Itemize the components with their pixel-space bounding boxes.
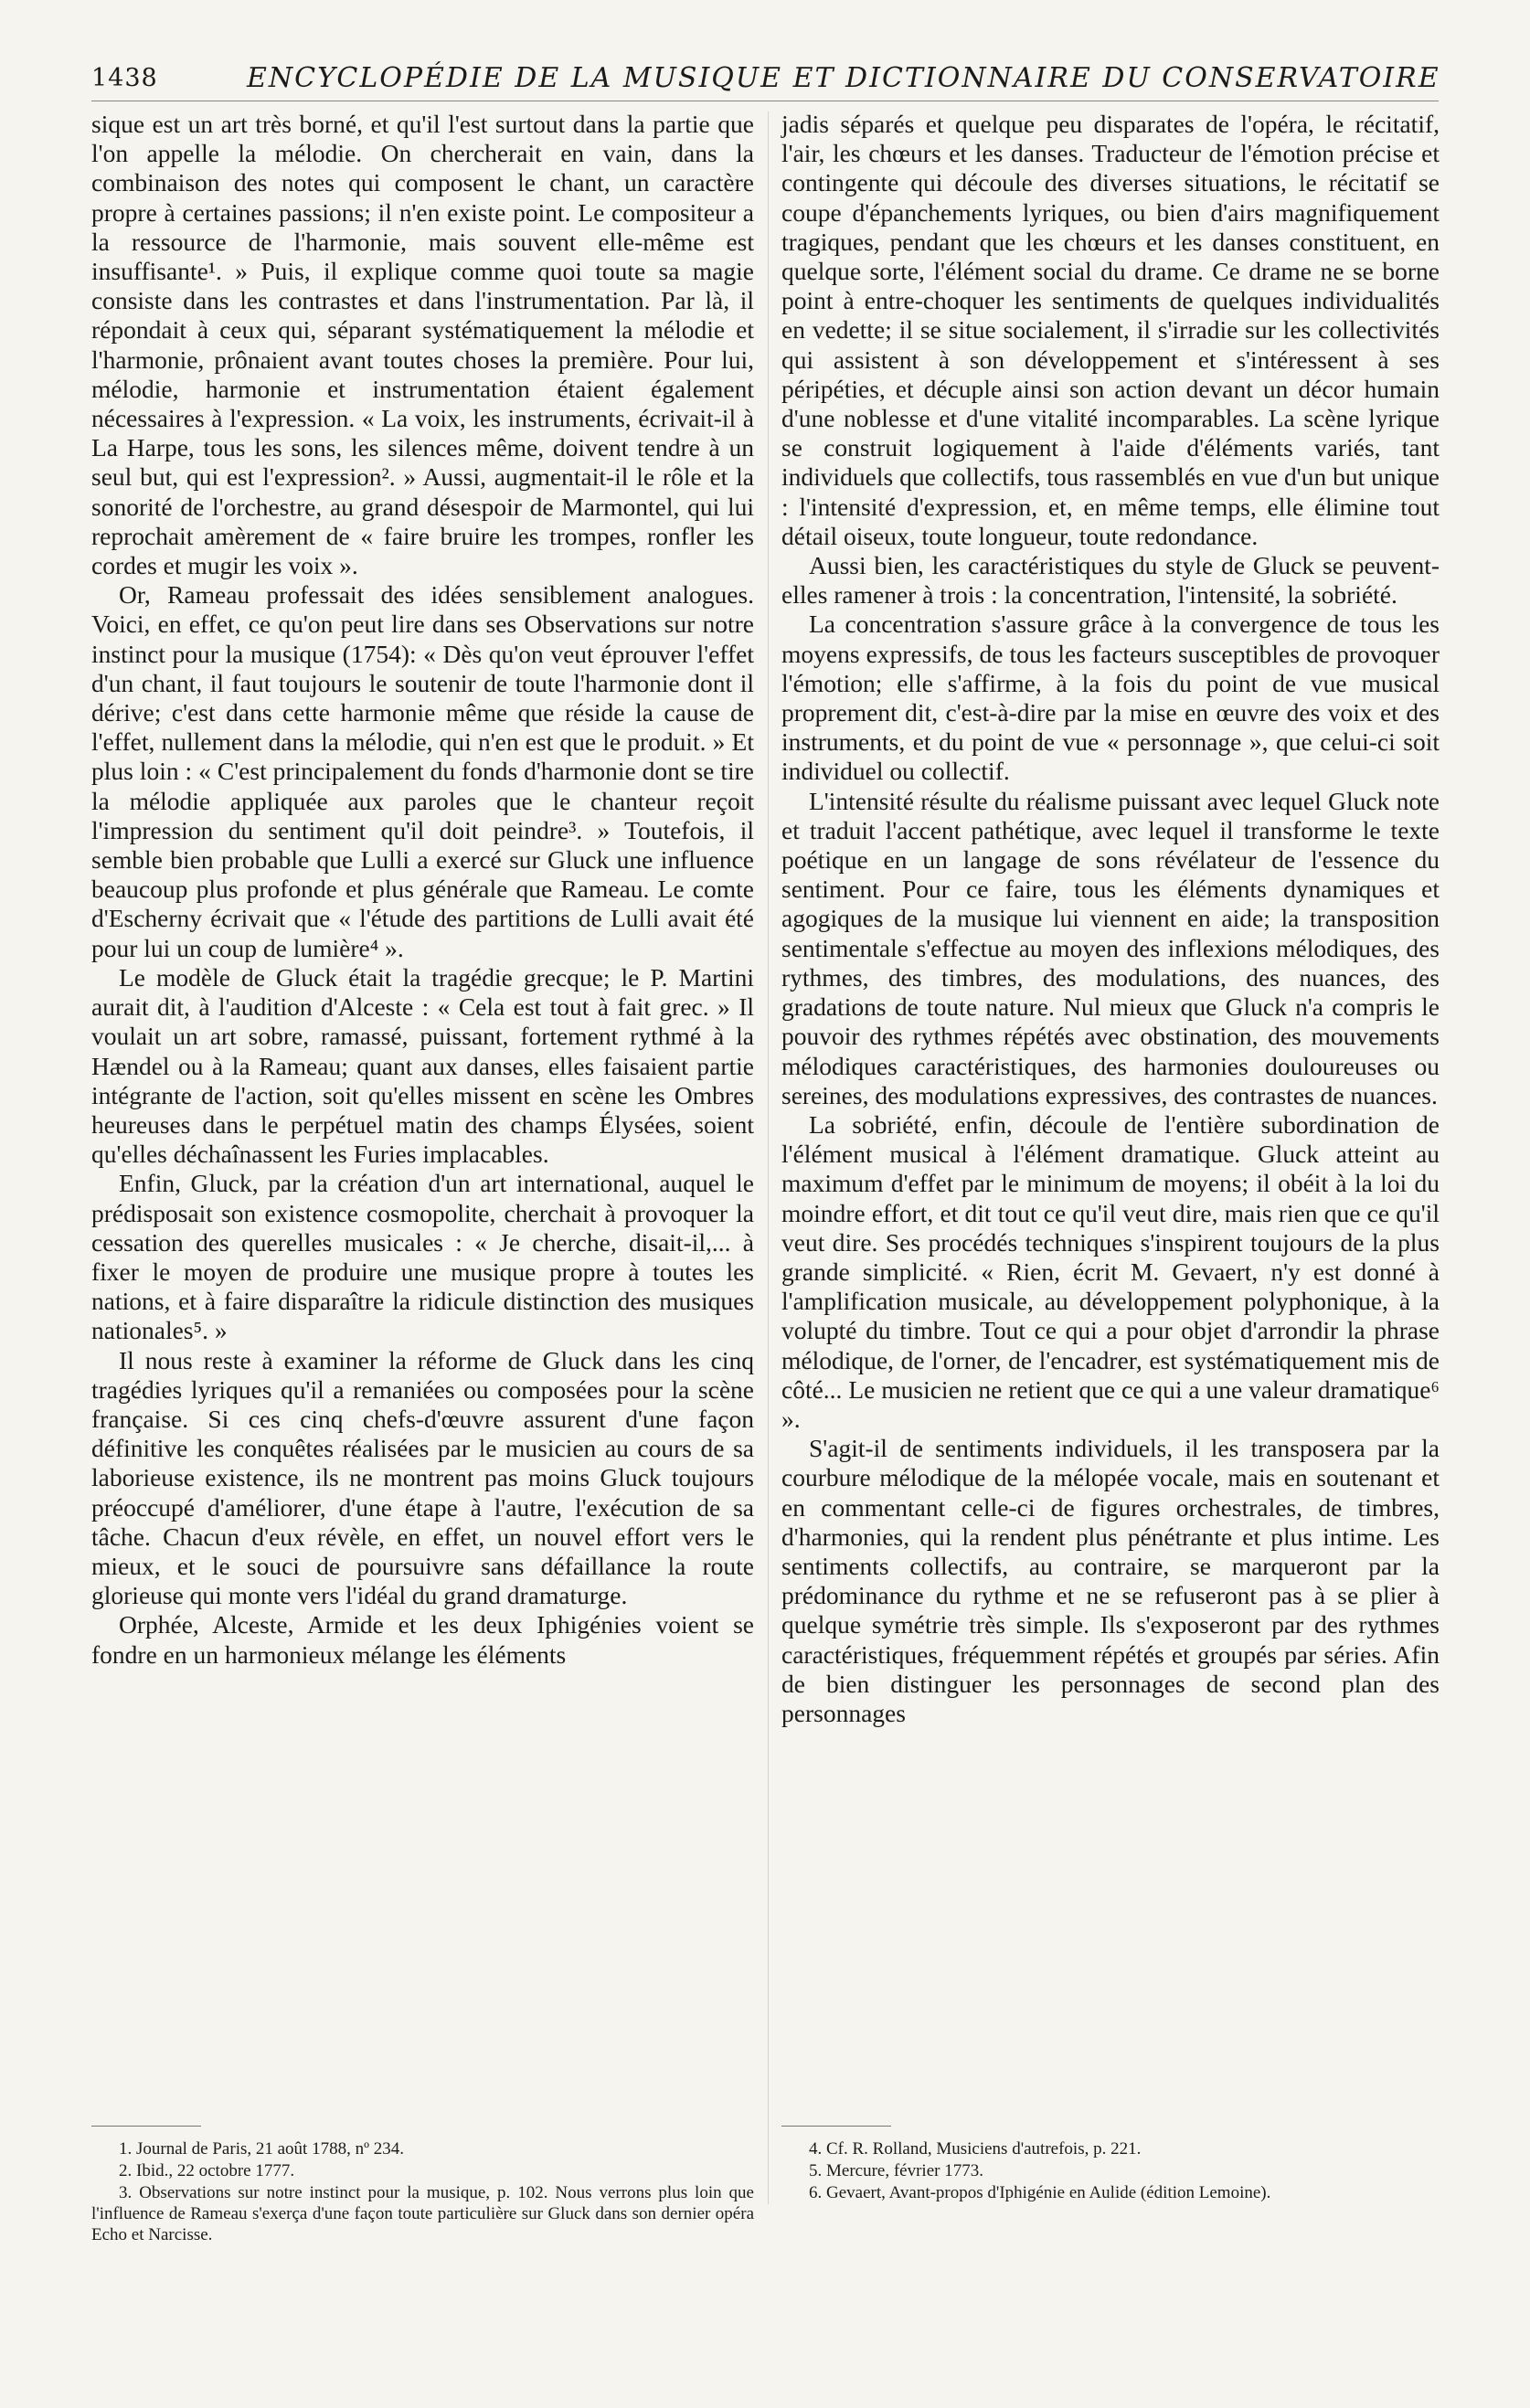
footnote-4: 4. Cf. R. Rolland, Musiciens d'autrefois, p. 221. (809, 2139, 1142, 2159)
right-paragraph-1: jadis séparés et quelque peu disparates de l'opéra, le récitatif, l'air, les chœurs et les danses. Traducteur de l'émotion précise et contingente qui découle des diverses situations, le récitatif se coupe d'épanchements lyriques, ou bien d'airs magnifiquement tragiques, pendant que les chœurs et les danses constituent, en quelque sorte, l'élément social du drame. Ce drame ne se borne point à entre-choquer les sentiments de quelques individualités en vedette; il se situe socialement, il s'irradie sur les collectivités qui assistent à son développement et s'intéressent à ses péripéties, et décuple ainsi son action devant un décor humain d'une noblesse et d'une vitalité incomparables. La scène lyrique se construit logiquement à l'aide d'éléments variés, tant individuels que collectifs, tous rassemblés en vue d'un but unique : l'intensité d'expression, et, en même temps, elle élimine tout détail oiseux, toute longueur, toute redondance. (781, 110, 1440, 550)
left-footnote-rule (91, 2126, 201, 2127)
right-paragraph-4: L'intensité résulte du réalisme puissant avec lequel Gluck note et traduit l'accent pathétique, avec lequel il transforme le texte poétique en un langage de sons révélateur de l'essence du sentiment. Pour ce faire, tous les éléments dynamiques et agogiques de la musique lui viennent en aide; la transposition sentimentale s'effectue au moyen des inflexions mélodiques, des rythmes, des timbres, des modulations, des nuances, des gradations de toute nature. Nul mieux que Gluck n'a compris le pouvoir des rythmes répétés avec obstination, des mouvements mélodiques caractéristiques, des harmonies douloureuses ou sereines, des modulations expressives, des contrastes de nuances. (781, 786, 1440, 1109)
right-footnote-rule (781, 2126, 891, 2127)
left-paragraph-6: Orphée, Alceste, Armide et les deux Iphigénies voient se fondre en un harmonieux mélange les éléments (91, 1610, 754, 1669)
page-number: 1438 (91, 64, 158, 92)
footnote-1: 1. Journal de Paris, 21 août 1788, nº 234. (119, 2139, 404, 2159)
right-paragraph-5: La sobriété, enfin, découle de l'entière subordination de l'élément musical à l'élément dramatique. Gluck atteint au maximum d'effet par le minimum de moyens; il obéit à la loi du moindre effort, et dit tout ce qu'il veut dire, mais rien que ce qu'il veut dire. Ses procédés techniques s'inspirent toujours de la plus grande simplicité. « Rien, écrit M. Gevaert, n'y est donné à l'amplification musicale, au développement polyphonique, à la volupté du timbre. Tout ce qui a pour objet d'arrondir la phrase mélodique, de l'orner, de l'encadrer, est systématiquement mis de côté... Le musicien ne retient que ce qui a une valeur dramatique⁶ ». (781, 1109, 1440, 1433)
left-paragraph-2: Or, Rameau professait des idées sensiblement analogues. Voici, en effet, ce qu'on peut lire dans ses Observations sur notre instinct pour la musique (1754): « Dès qu'on veut éprouver l'effet d'un chant, il faut toujours le soutenir de toute l'harmonie dont il dérive; c'est dans cette harmonie même que réside la cause de l'effet, nullement dans la mélodie, qui n'en est que le produit. » Et plus loin : « C'est principalement du fonds d'harmonie dont se tire la mélodie appliquée aux paroles que le chanteur reçoit l'impression du sentiment qu'il doit peindre³. » Toutefois, il semble bien probable que Lulli a exercé sur Gluck une influence beaucoup plus profonde et plus générale que Rameau. Le comte d'Escherny écrivait que « l'étude des partitions de Lulli avait été pour lui un coup de lumière⁴ ». (91, 580, 754, 962)
right-footnotes (781, 2138, 1440, 2204)
left-paragraph-4: Enfin, Gluck, par la création d'un art international, auquel le prédisposait son existence cosmopolite, cherchait à provoquer la cessation des querelles musicales : « Je cherche, disait-il,... à fixer le moyen de produire une musique propre à toutes les nations, et à faire disparaître la ridicule distinction des musiques nationales⁵. » (91, 1169, 754, 1345)
left-paragraph-3: Le modèle de Gluck était la tragédie grecque; le P. Martini aurait dit, à l'audition d'Alceste : « Cela est tout à fait grec. » Il voulait un art sobre, ramassé, puissant, fortement rythmé à la Hændel ou à la Rameau; quant aux danses, elles faisaient partie intégrante de l'action, soit qu'elles missent en scène les Ombres heureuses dans le perpétuel matin des champs Élysées, soient qu'elles déchaînassent les Furies implacables. (91, 962, 754, 1169)
footnote-5: 5. Mercure, février 1773. (809, 2161, 983, 2180)
left-footnotes (91, 2138, 754, 2246)
footnote-2: 2. Ibid., 22 octobre 1777. (119, 2161, 295, 2180)
left-column (91, 110, 754, 1670)
right-paragraph-2: Aussi bien, les caractéristiques du style de Gluck se peuvent-elles ramener à trois : la concentration, l'intensité, la sobriété. (781, 551, 1440, 610)
left-paragraph-1: sique est un art très borné, et qu'il l'est surtout dans la partie que l'on appelle la mélodie. On chercherait en vain, dans la combinaison des notes qui composent le chant, un caractère propre à certaines passions; il n'en existe point. Le compositeur a la ressource de l'harmonie, mais souvent elle-même est insuffisante¹. » Puis, il explique comme quoi toute sa magie consiste dans les contrastes et dans l'instrumentation. Par là, il répondait à ceux qui, séparant systématiquement la mélodie et l'harmonie, prônaient avant toutes choses la première. Pour lui, mélodie, harmonie et instrumentation étaient également nécessaires à l'expression. « La voix, les instruments, écrivait-il à La Harpe, tous les sons, les silences même, doivent tendre à un seul but, qui est l'expression². » Aussi, augmentait-il le rôle et la sonorité de l'orchestre, au grand désespoir de Marmontel, qui lui reprochait amèrement de « faire bruire les trompes, ronfler les cordes et mugir les voix ». (91, 110, 754, 580)
column-gutter (768, 111, 769, 2204)
right-paragraph-6: S'agit-il de sentiments individuels, il les transposera par la courbure mélodique de la mélopée vocale, mais en soutenant et en commentant celle-ci de figures orchestrales, de timbres, d'harmonies, qui la rendent plus pénétrante et plus intime. Les sentiments collectifs, au contraire, se marqueront par la prédominance du rythme et ne se refuseront pas à se plier à quelque symétrie très simple. Ils s'exposeront par des rythmes caractéristiques, fréquemment répétés et groupés par séries. Afin de bien distinguer les personnages de second plan des personnages (781, 1434, 1440, 1727)
page-header (91, 60, 1462, 97)
running-title: ENCYCLOPÉDIE DE LA MUSIQUE ET DICTIONNAIRE DU CONSERVATOIRE (247, 62, 1440, 94)
footnote-6: 6. Gevaert, Avant-propos d'Iphigénie en Aulide (édition Lemoine). (809, 2183, 1271, 2202)
footnote-3: 3. Observations sur notre instinct pour la musique, p. 102. Nous verrons plus loin que l'influence de Rameau s'exerça d'une façon toute particulière sur Gluck dans son dernier opéra Echo et Narcisse. (91, 2183, 754, 2244)
left-paragraph-5: Il nous reste à examiner la réforme de Gluck dans les cinq tragédies lyriques qu'il a remaniées ou composées pour la scène française. Si ces cinq chefs-d'œuvre assurent d'une façon définitive les conquêtes réalisées par le musicien au cours de sa laborieuse existence, ils ne montrent pas moins Gluck toujours préoccupé d'améliorer, d'une étape à l'autre, l'exécution de sa tâche. Chacun d'eux révèle, en effet, un nouvel effort vers le mieux, et le souci de poursuivre sans défaillance la route glorieuse qui monte vers l'idéal du grand dramaturge. (91, 1345, 754, 1610)
right-paragraph-3: La concentration s'assure grâce à la convergence de tous les moyens expressifs, de tous les facteurs susceptibles de provoquer l'émotion; elle s'affirme, à la fois du point de vue musical proprement dit, c'est-à-dire par la mise en œuvre des voix et des instruments, et du point de vue « personnage », que celui-ci soit individuel ou collectif. (781, 610, 1440, 786)
right-column (781, 110, 1440, 1728)
